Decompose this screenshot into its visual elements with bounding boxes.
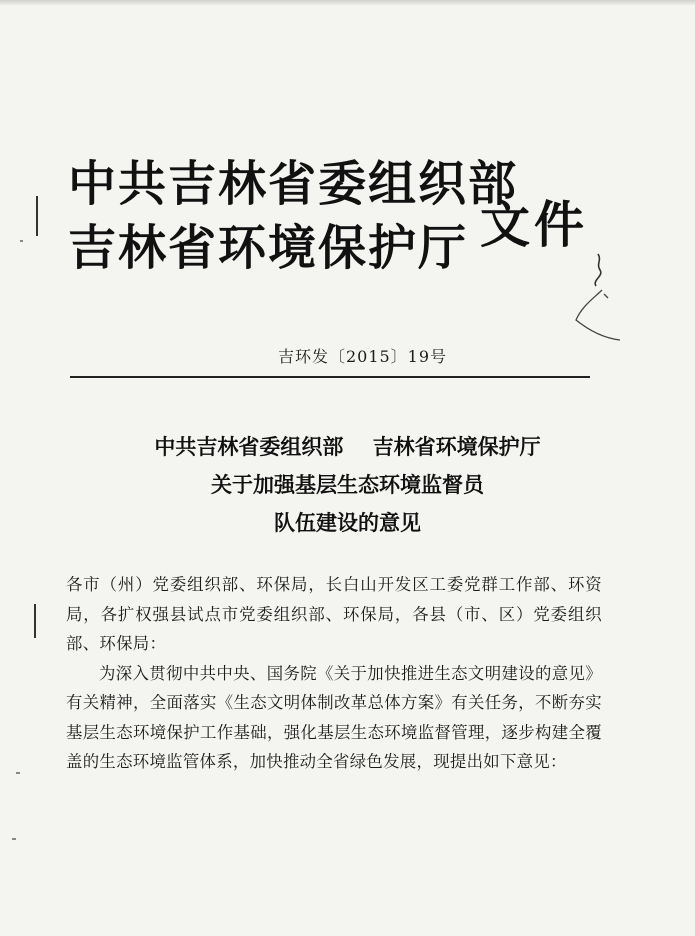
org-line-2: 吉林省环境保护厅 xyxy=(68,220,469,276)
margin-mark xyxy=(36,196,38,236)
org-line-1: 中共吉林省委组织部 xyxy=(68,156,519,212)
title-line-2: 关于加强基层生态环境监督员 xyxy=(211,473,484,497)
recipients-paragraph: 各市（州）党委组织部、环保局，长白山开发区工委党群工作部、环资局，各扩权强县试点市党委组织部、环保局，各县（市、区）党委组织部、环保局： xyxy=(66,575,602,653)
title-line-3: 队伍建设的意见 xyxy=(274,511,421,535)
document-number: 吉环发〔2015〕19号 xyxy=(277,347,448,366)
margin-dot xyxy=(20,240,23,242)
document-body xyxy=(66,570,602,777)
margin-mark xyxy=(34,604,36,638)
title-line-1: 中共吉林省委组织部 吉林省环境保护厅 xyxy=(154,435,541,459)
scan-edge-shadow xyxy=(0,0,695,6)
margin-dot xyxy=(16,772,20,774)
document-type-label: 文件 xyxy=(480,196,588,254)
body-paragraph: 为深入贯彻中共中央、国务院《关于加快推进生态文明建设的意见》有关精神，全面落实《生态文明体制改革总体方案》有关任务，不断夯实基层生态环境保护工作基础，强化基层生态环境监督管理，逐步构建全覆盖的生态环境监管体系，加快推动全省绿色发展，现提出如下意见： xyxy=(66,663,602,771)
header-divider xyxy=(70,376,590,378)
document-title xyxy=(0,428,695,542)
handwritten-mark xyxy=(568,246,628,346)
issuing-organizations xyxy=(68,152,518,280)
margin-dot xyxy=(12,838,16,840)
